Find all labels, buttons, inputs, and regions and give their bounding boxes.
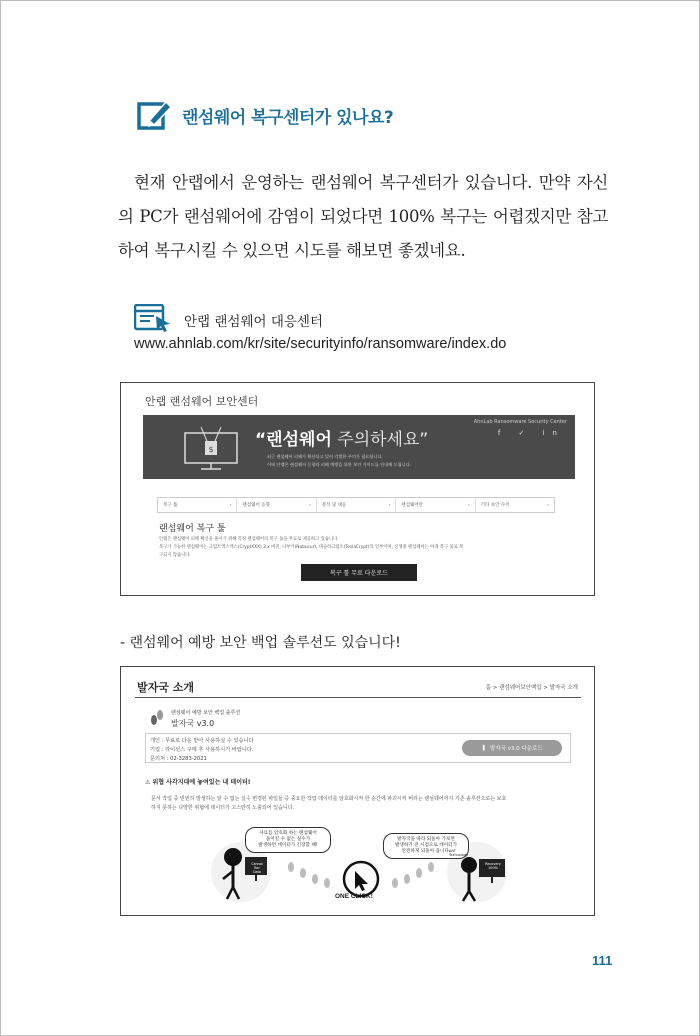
product-name: 발자국 v3.0 xyxy=(171,719,215,728)
link-block xyxy=(134,304,506,352)
browser-cursor-icon xyxy=(134,304,172,332)
ransomware-banner xyxy=(143,415,575,479)
nav-item-trends[interactable]: 랜섬웨어 동향 › xyxy=(237,498,316,512)
chevron-right-icon: › xyxy=(547,502,550,508)
ant-technology-label: ANT Technology xyxy=(449,849,468,857)
nav-item-recovery-tool[interactable]: 복구 툴 › xyxy=(158,498,237,512)
product-header xyxy=(149,709,240,729)
one-click-label: ONE CLICK! xyxy=(335,893,373,900)
svg-text:$: $ xyxy=(208,445,214,454)
license-info-box xyxy=(145,733,571,763)
banner-desc-line: 이에 안랩은 랜섬웨어 동향과 피해 예방을 위한 보안 가이드를 안내해 드립니다. xyxy=(267,462,412,467)
banner-brand: AhnLab Ransomware Security Center xyxy=(473,419,567,425)
info-line-contact: 문의처 : 02-3283-2021 xyxy=(150,756,207,762)
speech-bubble-left xyxy=(245,827,331,853)
nav-item-other-rules[interactable]: 기타 보안 수칙 › xyxy=(480,502,550,508)
baljaguk-screenshot xyxy=(120,666,595,916)
banner-desc-line: 최근 랜섬웨어 피해가 확산되고 있어 각별한 주의가 필요합니다. xyxy=(267,454,383,459)
chevron-right-icon: › xyxy=(309,502,311,508)
link-title: 안랩 랜섬웨어 대응센터 xyxy=(184,314,323,330)
screen-left-text: Cannot Rec Data xyxy=(251,862,263,874)
screenshot-label: 안랩 랜섬웨어 보안센터 xyxy=(145,395,259,408)
bubble-left-text: 자료를 암호화 하는 랜섬웨어 돌이킬 수 없는 실수가 발생하면 데이터가 긴장할 때! xyxy=(258,831,318,848)
section-heading xyxy=(136,96,393,134)
tool-desc-line: 안랩은 랜섬웨어 피해 확산을 줄이기 위해 특정 랜섬웨어의 복구 툴을 무료로 제공하고 있습니다. xyxy=(159,537,339,542)
download-label: 발자국 v3.0 다운로드 xyxy=(489,746,543,752)
screen-right-text: Recovery 100% xyxy=(485,862,501,870)
title-divider xyxy=(135,697,581,698)
bubble-right-text: 발자국을 따라 되돌아 가보면 발생하기 전 시점으로 데이터가 안전하게 되돌아 옵니다. xyxy=(394,837,458,854)
data-threat-heading: ⚠ 위협 사각지대에 놓여있는 내 데이터! xyxy=(145,779,251,786)
ahnlab-screenshot xyxy=(120,382,595,596)
pen-note-icon xyxy=(136,96,174,134)
desc-line: 문서 작업 중 빈번히 발생하는 알 수 없는 실수 변경된 파일들 중 중요한 작업 데이터를 암호화시켜 한 순간에 파괴시켜 버리는 랜섬웨어까지 기존 솔루션으로는 보호 xyxy=(151,796,507,802)
banner-description xyxy=(267,453,507,469)
product-page-title: 발자국 소개 xyxy=(137,681,194,694)
footprint-icon xyxy=(149,709,165,727)
body-text: 현재 안랩에서 운영하는 랜섬웨어 복구센터가 있습니다. 만약 자신의 PC가 랜섬웨어에 감염이 되었다면 100% 복구는 어렵겠지만 참고하여 복구시킬 수 있으면 시도를 해보면 좋겠네요. xyxy=(118,173,608,260)
chevron-right-icon: › xyxy=(229,502,232,508)
heading-text: 랜섬웨어 복구센터가 있나요? xyxy=(182,107,394,128)
monitor-lock-icon xyxy=(183,427,239,471)
desc-line: 하지 못하는 다양한 위협에 데이터가 고스란히 노출되어 있습니다. xyxy=(151,805,295,811)
product-subtitle: 랜섬웨어 예방 보안 백업 솔루션 xyxy=(171,710,241,716)
product-download-button[interactable] xyxy=(462,740,562,756)
warning-icon: ⚠ xyxy=(145,779,151,786)
threat-description xyxy=(151,795,567,813)
backup-solution-heading: - 랜섬웨어 예방 보안 백업 솔루션도 있습니다! xyxy=(120,635,401,651)
nav-item-analysis[interactable]: 분석 및 대응 › xyxy=(317,498,396,512)
recovery-tool-description xyxy=(159,536,549,560)
social-links[interactable]: f ✓ in xyxy=(497,429,565,437)
free-download-button[interactable]: 복구 툴 무료 다운로드 xyxy=(301,564,417,581)
tool-desc-line: 구되지 않습니다. xyxy=(159,553,191,558)
center-nav xyxy=(157,497,555,513)
recovery-tool-title: 랜섬웨어 복구 툴 xyxy=(159,524,226,534)
info-line-personal: 개인 : 무료로 다운 받아 사용하실 수 있습니다 xyxy=(150,738,254,744)
banner-title-bold: “랜섬웨어 xyxy=(255,430,332,450)
breadcrumb[interactable]: 홈 > 랜섬웨어보안백업 > 발자국 소개 xyxy=(485,685,578,691)
nav-item-what-is[interactable]: 랜섬웨어란 › xyxy=(396,498,475,512)
chevron-right-icon: › xyxy=(388,502,391,508)
banner-title-light: 주의하세요” xyxy=(331,430,429,450)
page-number: 111 xyxy=(592,953,613,968)
footprint-icon: ❚ xyxy=(481,745,486,751)
chevron-right-icon: › xyxy=(467,502,470,508)
tool-desc-line: 복구가 가능한 랜섬웨어는 크립트엑스엑스(CryptXXX) 3.x 버전, 나부카(Nabucur), 테슬라크립트(TeslaCrypt)의 일부이며, 신생종 랜섬웨어는 아래 복구 툴로 복 xyxy=(159,545,464,550)
link-url[interactable]: www.ahnlab.com/kr/site/securityinfo/ransomware/index.do xyxy=(134,336,507,352)
banner-title xyxy=(255,425,428,450)
body-paragraph xyxy=(118,166,608,268)
info-line-business: 기업 : 라이선스 구매 후 사용하시기 바랍니다. xyxy=(150,747,254,753)
